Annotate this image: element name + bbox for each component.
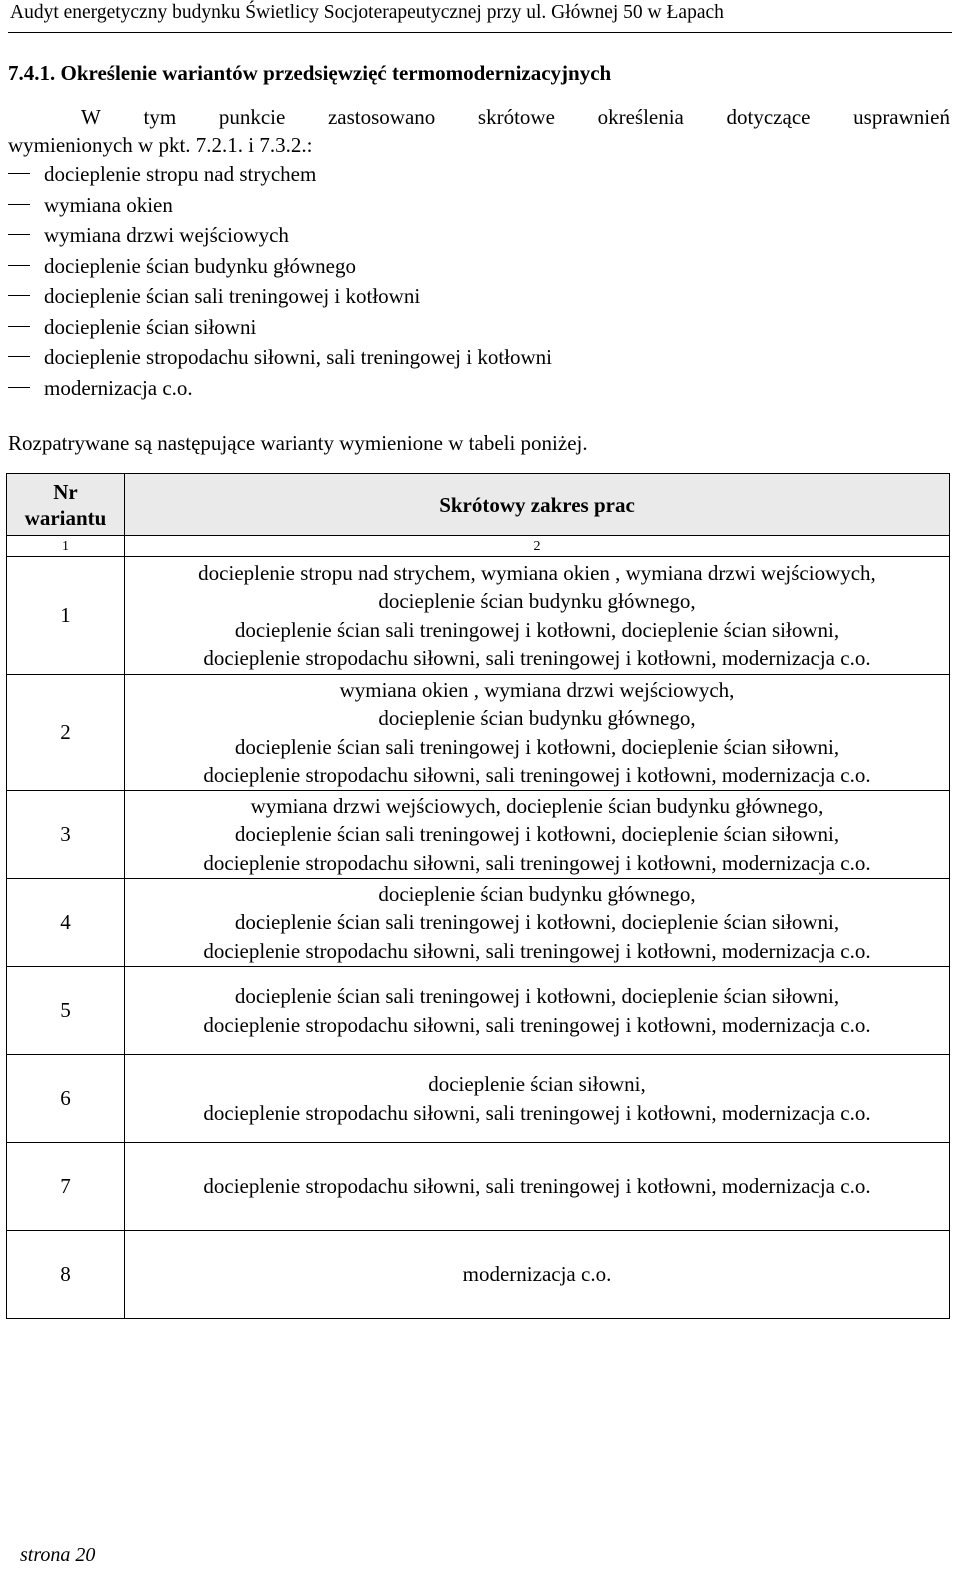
intro-word: tym xyxy=(143,105,177,129)
table-row xyxy=(7,1143,950,1231)
improvements-list xyxy=(8,160,908,404)
intro-word: dotyczące xyxy=(726,105,811,129)
list-item xyxy=(8,221,908,252)
dash-bullet-icon xyxy=(8,295,30,296)
document-header: Audyt energetyczny budynku Świetlicy Socjoterapeutycznej przy ul. Głównej 50 w Łapach xyxy=(10,2,724,23)
column-number-row xyxy=(7,536,950,557)
dash-bullet-icon xyxy=(8,204,30,205)
variants-intro-text: Rozpatrywane są następujące warianty wymienione w tabeli poniżej. xyxy=(8,431,588,455)
list-item xyxy=(8,282,908,313)
variant-scope-line: docieplenie stropu nad strychem, wymiana okien , wymiana drzwi wejściowych, xyxy=(198,560,876,585)
page-number: strona 20 xyxy=(20,1544,96,1566)
variant-scope-line: wymiana okien , wymiana drzwi wejściowych, xyxy=(339,677,735,702)
variant-number: 3 xyxy=(7,791,125,879)
table-header-row xyxy=(7,474,950,536)
variant-scope-line: wymiana drzwi wejściowych, docieplenie ścian budynku głównego, xyxy=(250,793,824,818)
variant-scope-line: modernizacja c.o. xyxy=(462,1262,612,1287)
variant-scope xyxy=(125,879,950,967)
variant-scope-line: docieplenie stropodachu siłowni, sali treningowej i kotłowni, modernizacja c.o. xyxy=(203,850,871,875)
intro-word: punkcie xyxy=(218,105,286,129)
dash-bullet-icon xyxy=(8,326,30,327)
list-item-text: docieplenie stropu nad strychem xyxy=(44,162,317,186)
intro-word: zastosowano xyxy=(327,105,436,129)
table-row xyxy=(7,675,950,791)
intro-word: określenia xyxy=(597,105,684,129)
list-item-text: docieplenie ścian budynku głównego xyxy=(44,253,357,278)
variant-scope-line: docieplenie ścian sali treningowej i kotłowni, docieplenie ścian siłowni, xyxy=(234,617,840,642)
variant-scope xyxy=(125,1231,950,1319)
column-number-2: 2 xyxy=(125,536,950,557)
variant-scope-line: docieplenie stropodachu siłowni, sali treningowej i kotłowni, modernizacja c.o. xyxy=(203,763,871,787)
variant-number: 1 xyxy=(7,557,125,675)
header-scope: Skrótowy zakres prac xyxy=(125,474,950,536)
variant-scope-line: docieplenie ścian budynku głównego, xyxy=(378,881,696,906)
list-item xyxy=(8,343,908,374)
list-item-text: wymiana drzwi wejściowych xyxy=(44,223,289,247)
variant-scope xyxy=(125,1143,950,1231)
variant-scope-line: docieplenie stropodachu siłowni, sali treningowej i kotłowni, modernizacja c.o. xyxy=(203,1174,871,1199)
variant-scope-line: docieplenie ścian siłowni, xyxy=(428,1072,646,1096)
variants-table xyxy=(6,473,950,1319)
intro-line-2: wymienionych w pkt. 7.2.1. i 7.3.2.: xyxy=(8,133,313,157)
list-item-text: docieplenie stropodachu siłowni, sali treningowej i kotłowni xyxy=(44,345,552,369)
intro-word: W xyxy=(81,105,101,129)
dash-bullet-icon xyxy=(8,265,30,266)
intro-word: usprawnień xyxy=(853,105,950,129)
variant-scope xyxy=(125,675,950,791)
dash-bullet-icon xyxy=(8,387,30,388)
variant-scope-line: docieplenie ścian budynku głównego, xyxy=(378,706,696,730)
intro-word: skrótowe xyxy=(477,105,555,129)
table-row xyxy=(7,1055,950,1143)
header-nr-line2: wariantu xyxy=(24,505,107,530)
table-row xyxy=(7,1231,950,1319)
intro-paragraph xyxy=(8,103,950,159)
list-item xyxy=(8,160,908,191)
variant-number: 8 xyxy=(7,1231,125,1319)
variant-scope-line: docieplenie ścian sali treningowej i kotłowni, docieplenie ścian siłowni, xyxy=(234,984,840,1008)
variant-scope-line: docieplenie stropodachu siłowni, sali treningowej i kotłowni, modernizacja c.o. xyxy=(203,1100,871,1125)
variant-number: 7 xyxy=(7,1143,125,1231)
list-item xyxy=(8,252,908,283)
section-title: 7.4.1. Określenie wariantów przedsięwzięć termomodernizacyjnych xyxy=(8,61,612,85)
variant-scope xyxy=(125,791,950,879)
variant-number: 4 xyxy=(7,879,125,967)
variant-scope-line: docieplenie ścian sali treningowej i kotłowni, docieplenie ścian siłowni, xyxy=(234,734,840,759)
variants-table-body xyxy=(7,557,950,1319)
dash-bullet-icon xyxy=(8,234,30,235)
table-row xyxy=(7,791,950,879)
variant-number: 2 xyxy=(7,675,125,791)
variant-scope-line: docieplenie ścian sali treningowej i kotłowni, docieplenie ścian siłowni, xyxy=(234,822,840,847)
dash-bullet-icon xyxy=(8,356,30,357)
header-variant-number xyxy=(7,474,125,536)
variant-scope xyxy=(125,967,950,1055)
list-item xyxy=(8,374,908,405)
intro-line-1 xyxy=(8,103,950,131)
variant-number: 6 xyxy=(7,1055,125,1143)
variant-scope xyxy=(125,557,950,675)
variant-scope-line: docieplenie ścian budynku głównego, xyxy=(378,589,696,613)
variant-scope xyxy=(125,1055,950,1143)
list-item-text: docieplenie ścian sali treningowej i kotłowni xyxy=(44,284,421,308)
variant-number: 5 xyxy=(7,967,125,1055)
table-row xyxy=(7,967,950,1055)
list-item-text: docieplenie ścian siłowni xyxy=(44,314,257,339)
table-row xyxy=(7,557,950,675)
dash-bullet-icon xyxy=(8,173,30,174)
variant-scope-line: docieplenie ścian sali treningowej i kotłowni, docieplenie ścian siłowni, xyxy=(234,910,840,935)
list-item xyxy=(8,313,908,344)
header-divider xyxy=(8,32,952,33)
variant-scope-line: docieplenie stropodachu siłowni, sali treningowej i kotłowni, modernizacja c.o. xyxy=(203,646,871,670)
header-nr-line1: Nr xyxy=(53,479,78,504)
list-item xyxy=(8,191,908,222)
variant-scope-line: docieplenie stropodachu siłowni, sali treningowej i kotłowni, modernizacja c.o. xyxy=(203,1012,871,1037)
variant-scope-line: docieplenie stropodachu siłowni, sali treningowej i kotłowni, modernizacja c.o. xyxy=(203,938,871,963)
column-number-1: 1 xyxy=(7,536,125,557)
list-item-text: wymiana okien xyxy=(44,192,173,217)
table-row xyxy=(7,879,950,967)
list-item-text: modernizacja c.o. xyxy=(44,375,193,400)
